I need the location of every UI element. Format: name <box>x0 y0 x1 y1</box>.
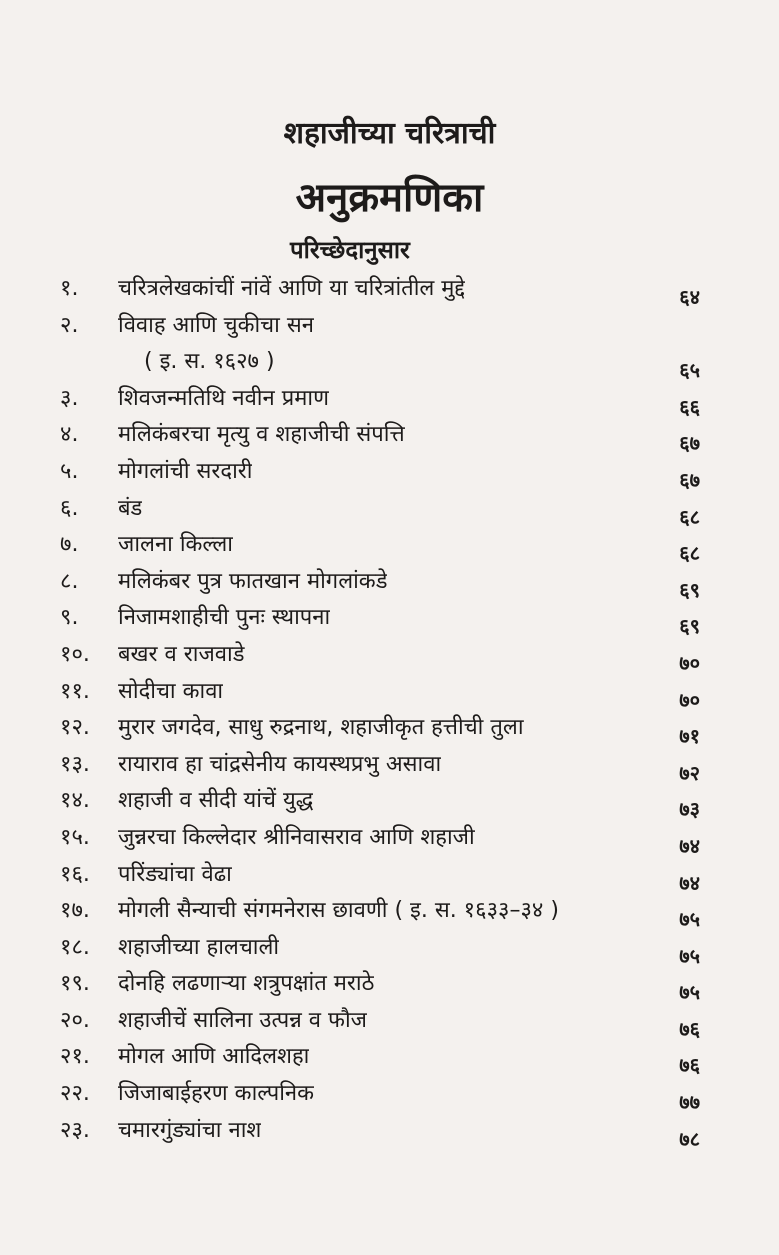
entry-title: चमारगुंड्यांचा नाश <box>118 1117 262 1143</box>
entry-title: सोदीचा कावा <box>118 678 224 704</box>
toc-entry <box>60 599 700 639</box>
entry-title: शिवजन्मतिथि नवीन प्रमाण <box>118 385 329 411</box>
entry-title: चरित्रलेखकांचीं नांवें आणि या चरित्रांतील मुद्दे <box>118 276 466 301</box>
toc-entry <box>60 307 700 344</box>
toc-entry <box>60 892 700 932</box>
entry-number: ११. <box>60 678 90 704</box>
entry-page: ७५ <box>679 980 700 1005</box>
entry-page: ७२ <box>679 760 700 785</box>
entry-title: मोगल आणि आदिलशहा <box>118 1044 310 1070</box>
entry-title: मलिकंबर पुत्र फातखान मोगलांकडे <box>118 568 388 594</box>
toc-entry <box>60 673 700 710</box>
entry-number: २३. <box>60 1117 90 1143</box>
toc-entry <box>60 490 700 527</box>
entry-page: ६५ <box>679 358 700 383</box>
toc-entry <box>60 1038 700 1078</box>
entry-page: ६७ <box>679 431 700 456</box>
entry-page: ७४ <box>679 870 700 895</box>
toc-entry <box>60 965 700 1005</box>
entry-page: ७४ <box>679 833 700 858</box>
entry-title: जुन्नरचा किल्लेदार श्रीनिवासराव आणि शहाजी <box>118 824 475 850</box>
entry-title: ( इ. स. १६२७ ) <box>144 349 275 375</box>
document-subtitle: अनुक्रमणिका <box>295 175 484 221</box>
entry-title: जिजाबाईहरण काल्पनिक <box>118 1081 315 1107</box>
toc-entry <box>60 1112 700 1149</box>
entry-page: ६४ <box>679 285 700 309</box>
toc-entry <box>60 416 700 456</box>
entry-number: ६. <box>60 495 79 521</box>
entry-page: ६९ <box>679 577 700 602</box>
toc-entry <box>60 856 700 893</box>
entry-title: निजामशाहीची पुनः स्थापना <box>118 605 331 631</box>
entry-number: ७. <box>60 532 79 558</box>
entry-page: ७५ <box>679 943 700 968</box>
entry-title: दोनहि लढणाऱ्या शत्रुपक्षांत मराठे <box>118 971 375 997</box>
entry-number: ३. <box>60 385 79 411</box>
toc-entry <box>60 270 700 307</box>
entry-number: १०. <box>60 641 90 667</box>
toc-entry <box>60 782 700 822</box>
toc-entry <box>60 709 700 749</box>
entry-number: १३. <box>60 751 90 777</box>
entry-title: रायाराव हा चांद्रसेनीय कायस्थप्रभु असावा <box>118 751 442 777</box>
entry-page: ६८ <box>679 541 700 566</box>
toc-entry <box>60 380 700 417</box>
toc-entry <box>60 343 700 383</box>
table-of-contents <box>60 270 700 1151</box>
entry-page: ७५ <box>679 907 700 932</box>
entry-title: बंड <box>118 495 143 521</box>
entry-page: ७६ <box>679 1053 700 1078</box>
entry-title: मोगली सैन्याची संगमनेरास छावणी ( इ. स. १६३३–३४ ) <box>118 898 559 924</box>
entry-number: ५. <box>60 458 79 484</box>
entry-page: ७० <box>679 687 700 712</box>
entry-number: २०. <box>60 1007 90 1033</box>
entry-title: परिंड्यांचा वेढा <box>118 861 232 887</box>
entry-title: मुरार जगदेव, साधु रुद्रनाथ, शहाजीकृत हत्तीची तुला <box>118 715 524 741</box>
entry-number: १४. <box>60 788 90 814</box>
entry-page: ७६ <box>679 1016 700 1041</box>
entry-title: शहाजी व सीदी यांचें युद्ध <box>118 788 314 814</box>
toc-entry <box>60 1075 700 1115</box>
entry-page: ७३ <box>679 797 700 822</box>
entry-number: १८. <box>60 934 90 960</box>
entry-title: विवाह आणि चुकीचा सन <box>118 312 314 338</box>
entry-number: १५. <box>60 824 90 850</box>
entry-number: १२. <box>60 715 90 741</box>
entry-number: ४. <box>60 422 79 448</box>
toc-entry <box>60 819 700 856</box>
entry-title: शहाजीच्या हालचाली <box>118 934 280 960</box>
toc-entry <box>60 746 700 783</box>
entry-title: बखर व राजवाडे <box>118 641 245 667</box>
entry-number: ९. <box>60 605 79 631</box>
entry-page: ६८ <box>679 504 700 529</box>
toc-entry <box>60 636 700 673</box>
entry-number: २१. <box>60 1044 90 1070</box>
toc-entry <box>60 453 700 490</box>
entry-page: ७८ <box>679 1126 700 1151</box>
entry-number: १७. <box>60 898 90 924</box>
entry-page: ६७ <box>679 467 700 492</box>
entry-page: ७० <box>679 650 700 675</box>
entry-page: ६६ <box>679 394 700 419</box>
toc-entry <box>60 526 700 566</box>
entry-title: शहाजीचें सालिना उत्पन्न व फौज <box>118 1007 367 1033</box>
entry-number: ८. <box>60 568 79 594</box>
entry-page: ७१ <box>679 724 700 749</box>
entry-number: २२. <box>60 1081 90 1107</box>
toc-entry <box>60 1002 700 1039</box>
entry-title: मोगलांची सरदारी <box>118 458 253 484</box>
section-heading: परिच्छेदानुसार <box>290 236 410 264</box>
toc-entry <box>60 563 700 600</box>
document-title: शहाजीच्या चरित्राची <box>283 116 496 151</box>
entry-title: जालना किल्ला <box>118 532 233 558</box>
entry-number: १९. <box>60 971 90 997</box>
entry-number: १. <box>60 276 79 301</box>
entry-page: ७७ <box>679 1090 700 1115</box>
entry-number: २. <box>60 312 79 338</box>
entry-page: ६९ <box>679 614 700 639</box>
entry-number: १६. <box>60 861 90 887</box>
entry-title: मलिकंबरचा मृत्यु व शहाजीची संपत्ति <box>118 422 405 448</box>
toc-entry <box>60 929 700 966</box>
